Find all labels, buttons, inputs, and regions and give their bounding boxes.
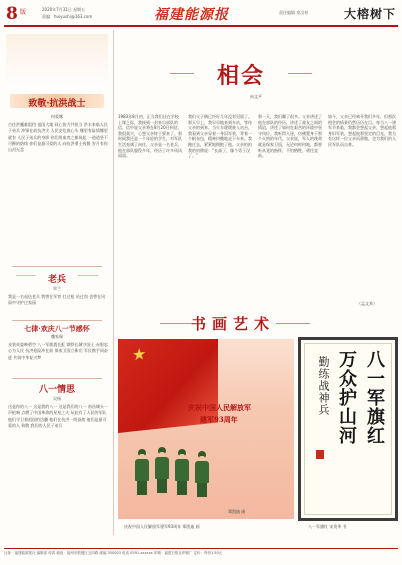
author-1: 何爱娜 bbox=[51, 114, 63, 119]
red-seal-stamp bbox=[316, 450, 324, 459]
soldier-figure bbox=[174, 449, 190, 495]
poem-1: 古往洪魔难阻挡 祖国大地 同心协力共担当 洪水来临人民子弟兵 冲锋在前抗洪灾 人民安危放心头 哪里有险情哪里就有 人民子弟兵的身影 你们用血肉之躯筑起 一道道坚不可摧的防线 你们是最可爱的人 向抗洪勇士致敬 岁月有你 山河无恙 bbox=[8, 122, 108, 153]
article-column-1: 1983年8月初，正当我们还在学校上课之际，我接到一封来自部队的信，信中说父亲将在8月20日到达，我很高兴，心想父亲终于要来了。那时候我还是一个年轻的学生，对军队生活充满了向往。父亲是一名老兵，他在部队服役多年，经历了许多风风雨雨。 bbox=[118, 114, 182, 159]
soldier-figure bbox=[154, 447, 170, 493]
poster-title-line-1: 庆祝中国人民解放军 bbox=[188, 403, 251, 412]
art-title-line-right bbox=[276, 323, 310, 324]
footer-rule bbox=[4, 548, 398, 549]
article-column-4: 如今，父亲已经离开我们多年，但那次相会的情景仍然历历在目。每当八一建军节来临，我都会想起父亲，想起他那身旧军装，想起他那坚定的目光。我为有这样一位父亲而骄傲，也为我们的人民军队而自豪。 bbox=[328, 114, 396, 147]
poem-4: 这是你的八一 这是我的八一 这是我们的八一 南昌城头一声枪响 点燃了中国革命的星星之火 从此有了人民的军队 他们守卫着祖国的边疆 他们在抗洪一线奋战 他们是最可爱的人 致敬 我们的人民子弟兵 bbox=[8, 404, 108, 428]
calligraphy-column-2: 万众护山河 bbox=[336, 350, 357, 445]
soldier-figure bbox=[194, 451, 210, 497]
divider bbox=[12, 266, 102, 267]
art-section-title: 书画艺术 bbox=[190, 315, 275, 333]
left-column bbox=[4, 30, 110, 540]
article-end-note: （孟文来） bbox=[357, 301, 377, 306]
headline-bayi-sentiment: 八一情思 bbox=[38, 385, 75, 395]
star-icon: ★ bbox=[132, 344, 147, 365]
calligraphy-caption: 八一军旗红 宋贵华 书 bbox=[308, 524, 347, 529]
calligraphy-scroll bbox=[298, 337, 398, 521]
page-number: 8 bbox=[6, 4, 18, 24]
author-3: 魏家瑞 bbox=[51, 334, 63, 339]
article-column-2: 我们父子俩已经好几年没有见面了。那天早上，我早早地来到车站，等待父亲的到来。当火车缓缓驶入站台，我看到父亲穿着一身旧军装，背着一个帆布包，精神抖擞地走下车来。我跑过去，紧紧地拥抱了他。父亲拍拍我的肩膀说：“长高了，像个男子汉了。” bbox=[188, 114, 252, 159]
author-4: 吴杨 bbox=[53, 396, 61, 401]
column-divider bbox=[113, 30, 114, 535]
section-title: 大榕树下 bbox=[343, 7, 396, 21]
headline-salute-flood-fighters: 致敬·抗洪战士 bbox=[28, 99, 86, 109]
author-2: 翠兰 bbox=[53, 286, 61, 291]
poem-3: 戎装英姿映碧空 八一军歌震长虹 钢铁长城守国土 赤胆忠心为人民 抗洪抢险冲在前 保家卫国立新功 军民携手同奋进 共筑中华复兴梦 bbox=[8, 342, 108, 360]
title-decoration-left bbox=[170, 73, 194, 74]
poster-caption: 庆祝中国人民解放军建军93周年 郑凯迪 画 bbox=[124, 524, 200, 529]
divider bbox=[12, 320, 102, 321]
footer-info: 社址：福建能源报社 编辑部 传真 地址：福州市鼓楼区五四路 邮编 350003 电话 0591-xxxxxx 印刷：福建日报社印刷厂 定价：每份1.50元 bbox=[4, 551, 223, 555]
calligraphy-column-1: 八一军旗红 bbox=[364, 350, 385, 445]
article-author: 向文平 bbox=[250, 94, 262, 99]
army-day-poster bbox=[118, 339, 294, 519]
edition-line: 责编：huiyushi@163.com bbox=[42, 14, 93, 19]
calligraphy-column-3: 勤练战神兵 bbox=[317, 356, 330, 416]
divider bbox=[12, 378, 102, 379]
poster-signature: 郑凯迪 画 bbox=[228, 509, 246, 514]
header-rule bbox=[4, 25, 398, 27]
headline-qilv: 七律·欢庆八一节感怀 bbox=[24, 324, 90, 333]
masthead: 福建能源报 bbox=[154, 7, 229, 23]
article-title: 相会 bbox=[216, 63, 265, 89]
poem-2: 我是一名退伍老兵 我曾在军营 扛过枪 站过岗 也曾在风雨中守护过家园 bbox=[8, 294, 106, 306]
headline-veteran: 老兵 bbox=[36, 272, 78, 285]
left-top-illustration bbox=[6, 34, 108, 90]
title-decoration-right bbox=[288, 73, 312, 74]
poster-title-line-2: 建军93周年 bbox=[200, 415, 238, 424]
editor-credit: 责任编辑 寿汉初 bbox=[279, 10, 309, 15]
article-column-3: 那一天，我们聊了很多。父亲讲述了他在部队的经历，讲述了战友之间的情谊，讲述了如何在艰苦的环境中坚守岗位。我听得入迷，仿佛置身于那个火热的年代。父亲说，军人的使命就是保家卫国，无论何时何地，都要听从党的指挥，不怕牺牲，勇往直前。 bbox=[258, 114, 322, 159]
article-title-box bbox=[200, 59, 282, 89]
soldier-figure bbox=[134, 449, 150, 495]
page-number-suffix: 版 bbox=[20, 9, 27, 16]
page-header bbox=[4, 4, 398, 26]
issue-date: 2020年7月31日 星期五 bbox=[42, 7, 86, 12]
